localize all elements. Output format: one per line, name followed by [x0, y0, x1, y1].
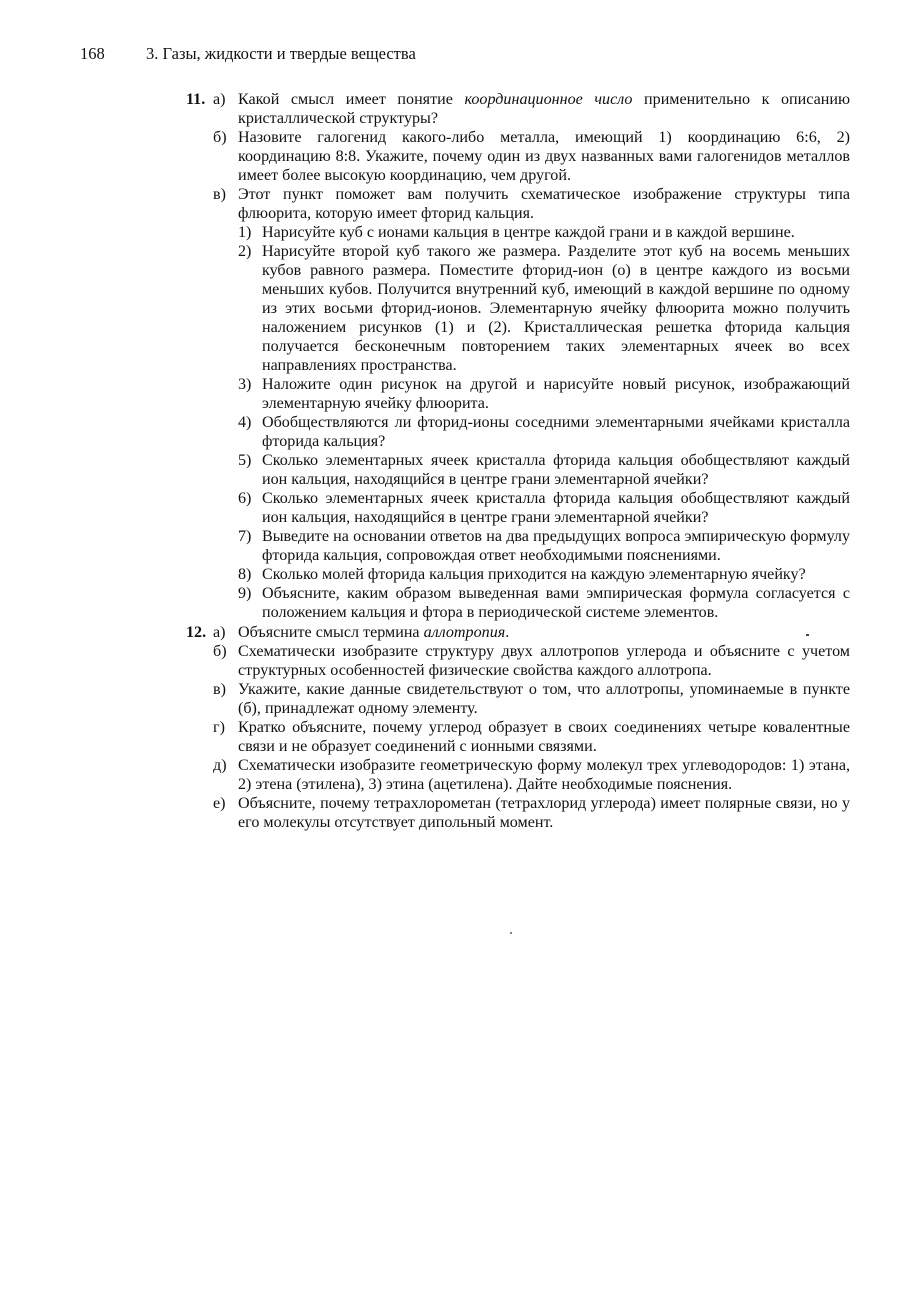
subitem — [186, 584, 850, 622]
part-label: г) — [213, 719, 225, 736]
question-12-part-v — [186, 680, 850, 718]
part-label: а) — [213, 91, 226, 108]
subitem — [186, 413, 850, 451]
subitem-label: 6) — [238, 490, 252, 507]
subitem-label: 5) — [238, 452, 252, 469]
part-label: д) — [213, 757, 227, 774]
part-text: Назовите галогенид какого-либо металла, имеющий 1) координацию 6:6, 2) координацию 8:8. Укажите, почему один из двух названных вами галогенидов металлов имеет более высокую координацию, чем другой. — [238, 129, 850, 184]
subitem-label: 9) — [238, 585, 252, 602]
question-12-part-d — [186, 756, 850, 794]
scan-speck — [806, 634, 809, 636]
part-label: е) — [213, 795, 226, 812]
part-text: Укажите, какие данные свидетельствуют о том, что аллотропы, упоминаемые в пункте (б), принадлежат одному элементу. — [238, 681, 850, 717]
question-12-part-e — [186, 794, 850, 832]
subitem — [186, 451, 850, 489]
subitem-text: Сколько элементарных ячеек кристалла фторида кальция обобществляют каждый ион кальция, находящийся в центре грани элементарной ячейки? — [262, 452, 850, 488]
question-12-part-g — [186, 718, 850, 756]
subitem — [186, 527, 850, 565]
subitem-text: Сколько элементарных ячеек кристалла фторида кальция обобществляют каждый ион кальция, находящийся в центре грани элементарной ячейки? — [262, 490, 850, 526]
question-12-part-b — [186, 642, 850, 680]
part-text: Объясните, почему тетрахлорометан (тетрахлорид углерода) имеет полярные связи, но у его молекулы отсутствует дипольный момент. — [238, 795, 850, 831]
exercise-list — [186, 90, 850, 832]
question-12-part-a — [186, 623, 850, 642]
part-text: Схематически изобразите геометрическую форму молекул трех углеводородов: 1) этана, 2) этена (этилена), 3) этина (ацетилена). Дайте необходимые пояснения. — [238, 757, 850, 793]
running-title: 3. Газы, жидкости и твердые вещества — [146, 44, 416, 63]
part-text: Кратко объясните, почему углерод образует в своих соединениях четыре ковалентные связи и не образует соединений с ионными связями. — [238, 719, 850, 755]
subitem-label: 4) — [238, 414, 252, 431]
subitem-text: Нарисуйте второй куб такого же размера. Разделите этот куб на восемь меньших кубов равного размера. Поместите фторид-ион (о) в центре каждого из восьми меньших кубов. Получится внутренний куб, имеющий в каждой вершине по одному из этих восьми фторид-ионов. Элементарную ячейку флюорита можно получить наложением рисунков (1) и (2). Кристаллическая решетка фторида кальция получается бесконечным повторением таких элементарных ячеек во всех направлениях пространства. — [262, 243, 850, 374]
subitem-list — [186, 223, 850, 622]
subitem-text: Наложите один рисунок на другой и нарисуйте новый рисунок, изображающий элементарную ячейку флюорита. — [262, 376, 850, 412]
emphasized-term: координационное число — [464, 91, 633, 108]
part-text: Объясните смысл термина — [238, 624, 424, 641]
subitem-label: 2) — [238, 243, 252, 260]
part-text-end: применительно к описанию кристаллической структуры? — [238, 91, 850, 127]
part-label: в) — [213, 681, 226, 698]
question-11-part-b — [186, 128, 850, 185]
emphasized-term: аллотропия — [423, 624, 506, 641]
subitem-text: Выведите на основании ответов на два предыдущих вопроса эмпирическую формулу фторида кальция, сопровождая ответ необходимыми пояснениями. — [262, 528, 850, 564]
subitem-text: Сколько молей фторида кальция приходится на каждую элементарную ячейку? — [262, 566, 806, 583]
subitem-label: 1) — [238, 224, 252, 241]
question-number: 12. — [186, 624, 207, 641]
question-number: 11. — [186, 91, 206, 108]
subitem — [186, 223, 850, 242]
subitem — [186, 565, 850, 584]
subitem-label: 8) — [238, 566, 252, 583]
subitem-text: Обобществляются ли фторид-ионы соседними элементарными ячейками кристалла фторида кальция? — [262, 414, 850, 450]
part-text: Схематически изобразите структуру двух аллотропов углерода и объясните с учетом структурных особенностей физические свойства каждого аллотропа. — [238, 643, 850, 679]
subitem-label: 7) — [238, 528, 252, 545]
part-label: б) — [213, 643, 227, 660]
scan-speck — [510, 932, 512, 934]
part-text: Этот пункт поможет вам получить схематическое изображение структуры типа флюорита, которую имеет фторид кальция. — [238, 186, 850, 222]
part-text: Какой смысл имеет понятие — [238, 91, 465, 108]
subitem — [186, 489, 850, 527]
question-11 — [186, 90, 850, 622]
part-text-end: . — [505, 624, 510, 641]
page-number: 168 — [80, 44, 105, 63]
subitem — [186, 375, 850, 413]
subitem-label: 3) — [238, 376, 252, 393]
subitem-text: Объясните, каким образом выведенная вами эмпирическая формула согласуется с положением кальция и фтора в периодической системе элементов. — [262, 585, 850, 621]
question-11-part-a — [186, 90, 850, 128]
part-label: б) — [213, 129, 227, 146]
question-12 — [186, 623, 850, 832]
subitem — [186, 242, 850, 375]
question-11-part-v — [186, 185, 850, 223]
part-label: а) — [213, 624, 226, 641]
subitem-text: Нарисуйте куб с ионами кальция в центре каждой грани и в каждой вершине. — [262, 224, 795, 241]
part-label: в) — [213, 186, 226, 203]
running-header — [80, 44, 416, 64]
